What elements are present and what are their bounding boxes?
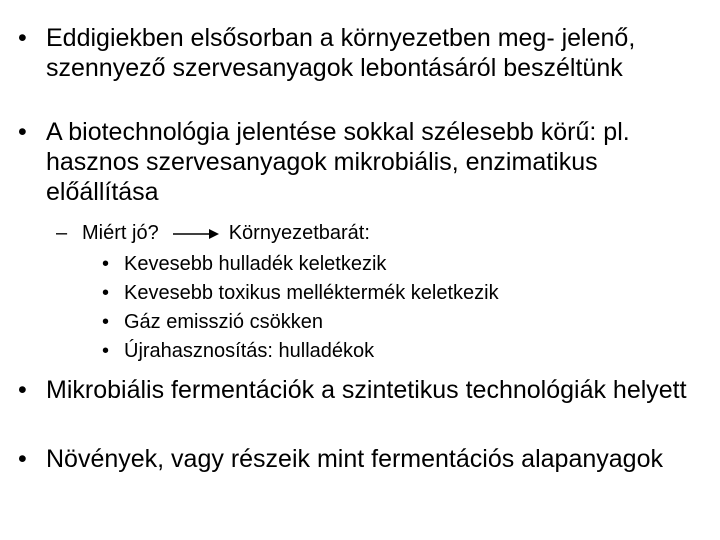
sub-sub-text: Újrahasznosítás: hulladékok bbox=[124, 340, 375, 362]
bullet-glyph: • bbox=[18, 445, 27, 473]
bullet-glyph: • bbox=[18, 376, 27, 404]
bullet-item bbox=[18, 23, 708, 83]
bullet-glyph: • bbox=[18, 118, 27, 146]
sub-sub-glyph: • bbox=[102, 340, 110, 362]
dash-glyph: – bbox=[56, 222, 68, 244]
bullet-text: Növények, vagy részeik mint fermentációs alapanyagok bbox=[46, 445, 663, 473]
sub-bullet-item bbox=[56, 221, 370, 245]
bullet-item bbox=[18, 375, 708, 405]
sub-sub-item bbox=[102, 337, 374, 366]
sub-sub-text: Kevesebb hulladék keletkezik bbox=[124, 253, 387, 275]
bullet-text: Mikrobiális fermentációk a szintetikus technológiák helyett bbox=[46, 376, 687, 404]
sub-sub-item bbox=[102, 308, 323, 337]
sub-sub-item bbox=[102, 279, 499, 308]
right-arrow-icon bbox=[173, 228, 219, 240]
bullet-text: A biotechnológia jelentése sokkal szélesebb körű: pl. hasznos szervesanyagok mikrobiális, enzimatikus előállítása bbox=[46, 118, 630, 206]
sub-sub-item bbox=[102, 250, 386, 279]
sub-sub-glyph: • bbox=[102, 253, 110, 275]
bullet-glyph: • bbox=[18, 24, 27, 52]
sub-bullet-question: Miért jó? bbox=[82, 222, 159, 244]
sub-sub-glyph: • bbox=[102, 311, 110, 333]
sub-sub-glyph: • bbox=[102, 282, 110, 304]
bullet-item bbox=[18, 117, 708, 207]
sub-sub-text: Kevesebb toxikus melléktermék keletkezik bbox=[124, 282, 499, 304]
sub-bullet-answer: Környezetbarát: bbox=[228, 222, 370, 244]
bullet-item bbox=[18, 444, 708, 474]
bullet-text: Eddigiekben elsősorban a környezetben meg- jelenő, szennyező szervesanyagok lebontásáról beszéltünk bbox=[46, 24, 636, 82]
sub-sub-text: Gáz emisszió csökken bbox=[124, 311, 323, 333]
